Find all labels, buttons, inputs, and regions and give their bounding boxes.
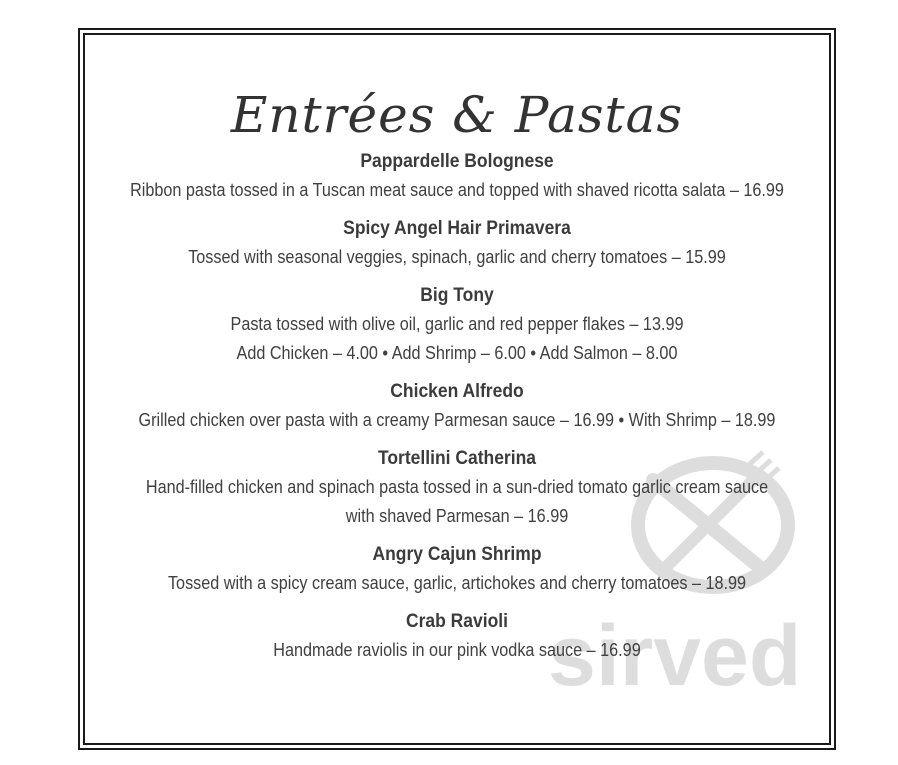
item-name: Pappardelle Bolognese	[360, 151, 554, 172]
item-name: Tortellini Catherina	[377, 448, 536, 469]
menu-item	[80, 215, 834, 272]
menu-content	[80, 30, 834, 665]
item-description: Hand-filled chicken and spinach pasta tossed in a sun-dried tomato garlic cream sauce	[145, 477, 769, 497]
menu-item	[80, 282, 834, 368]
item-description: Handmade raviolis in our pink vodka sauce – 16.99	[273, 640, 641, 660]
menu-item	[80, 148, 834, 205]
item-name: Big Tony	[420, 285, 494, 306]
menu-items	[80, 148, 834, 665]
item-name: Spicy Angel Hair Primavera	[343, 218, 571, 239]
menu-item	[80, 378, 834, 435]
item-name: Chicken Alfredo	[390, 381, 524, 402]
item-name: Crab Ravioli	[405, 611, 509, 632]
item-description: Pasta tossed with olive oil, garlic and red pepper flakes – 13.99	[230, 314, 684, 334]
menu-item	[80, 608, 834, 665]
item-description-cont: with shaved Parmesan – 16.99	[345, 506, 569, 526]
section-title: Entrées & Pastas	[230, 86, 684, 144]
item-description: Ribbon pasta tossed in a Tuscan meat sauce and topped with shaved ricotta salata – 16.99	[130, 180, 784, 200]
item-description: Tossed with a spicy cream sauce, garlic, artichokes and cherry tomatoes – 18.99	[167, 573, 747, 593]
item-addons: Add Chicken – 4.00 • Add Shrimp – 6.00 • Add Salmon – 8.00	[236, 343, 678, 363]
item-description: Tossed with seasonal veggies, spinach, garlic and cherry tomatoes – 15.99	[188, 247, 726, 267]
watermark-text: sirved	[548, 608, 802, 700]
menu-item	[80, 541, 834, 598]
menu-item	[80, 445, 834, 531]
item-name: Angry Cajun Shrimp	[372, 544, 542, 565]
item-description: Grilled chicken over pasta with a creamy Parmesan sauce – 16.99 • With Shrimp – 18.99	[138, 410, 776, 430]
